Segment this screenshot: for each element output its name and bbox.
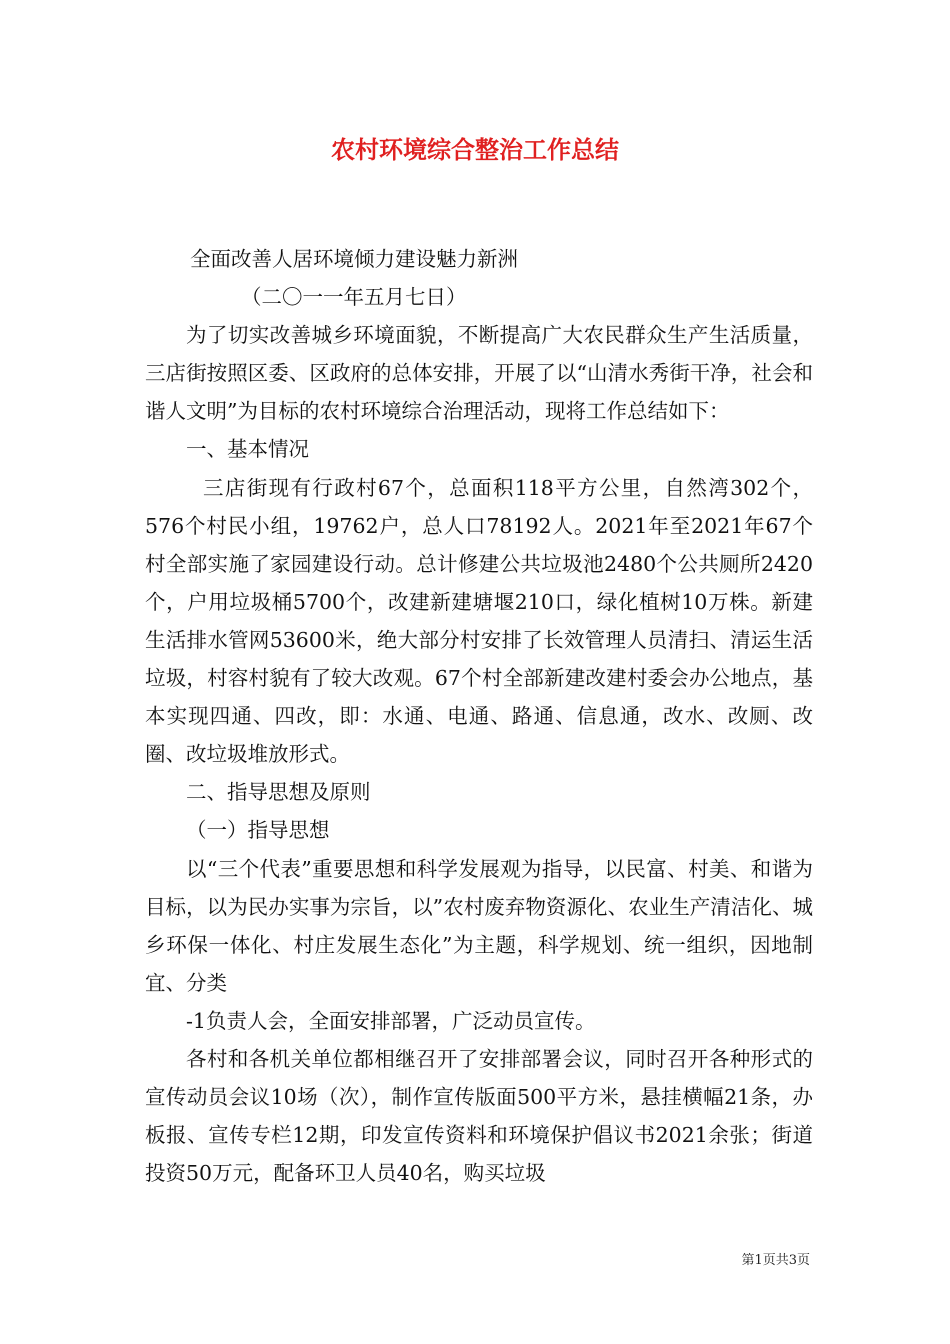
subtitle-paragraph: 全面改善人居环境倾力建设魅力新洲 — [190, 247, 518, 271]
basic-situation-paragraph: 三店街现有行政村67个，总面积118平方公里，自然湾302个，576个村民小组，19762户，总人口78192人。2021年至2021年67个村全部实施了家园建设行动。总计修建公共垃圾池2480个公共厕所2420个，户用垃圾桶5700个，改建新建塘堰210口，绿化植树10万株。新建生活排水管网53600米，绝大部分村安排了长效管理人员清扫、清运生活垃圾，村容村貌有了较大改观。67个村全部新建改建村委会办公地点，基本实现四通、四改，即：水通、电通、路通、信息通，改水、改厕、改圈、改垃圾堆放形式。 — [145, 475, 813, 767]
document-body — [145, 240, 813, 1192]
publicity-paragraph: 各村和各机关单位都相继召开了安排部署会议，同时召开各种形式的宣传动员会议10场（次），制作宣传版面500平方米，悬挂横幅21条，办板报、宣传专栏12期，印发宣传资料和环境保护倡议书2021余张；街道投资50万元，配备环卫人员40名，购买垃圾 — [145, 1046, 813, 1186]
page-footer: 第1页共3页 — [741, 1253, 810, 1268]
subsection-heading-guidance: （一）指导思想 — [186, 818, 330, 843]
date-paragraph: （二〇一一年五月七日） — [241, 285, 467, 310]
intro-paragraph: 为了切实改善城乡环境面貌，不断提高广大农民群众生产生活质量，三店街按照区委、区政府的总体安排，开展了以“山清水秀街干净，社会和谐人文明”为目标的农村环境综合治理活动，现将工作总结如下： — [145, 323, 813, 424]
guidance-paragraph: 以“三个代表”重要思想和科学发展观为指导，以民富、村美、和谐为目标，以为民办实事为宗旨，以”农村废弃物资源化、农业生产清洁化、城乡环保一体化、村庄发展生态化”为主题，科学规划、统一组织，因地制宜、分类 — [145, 856, 813, 995]
document-title: 农村环境综合整治工作总结 — [331, 135, 619, 164]
section-heading-basic: 一、基本情况 — [186, 437, 309, 462]
meeting-paragraph: -1负责人会，全面安排部署，广泛动员宣传。 — [186, 1008, 596, 1033]
section-heading-guidance: 二、指导思想及原则 — [186, 780, 371, 805]
